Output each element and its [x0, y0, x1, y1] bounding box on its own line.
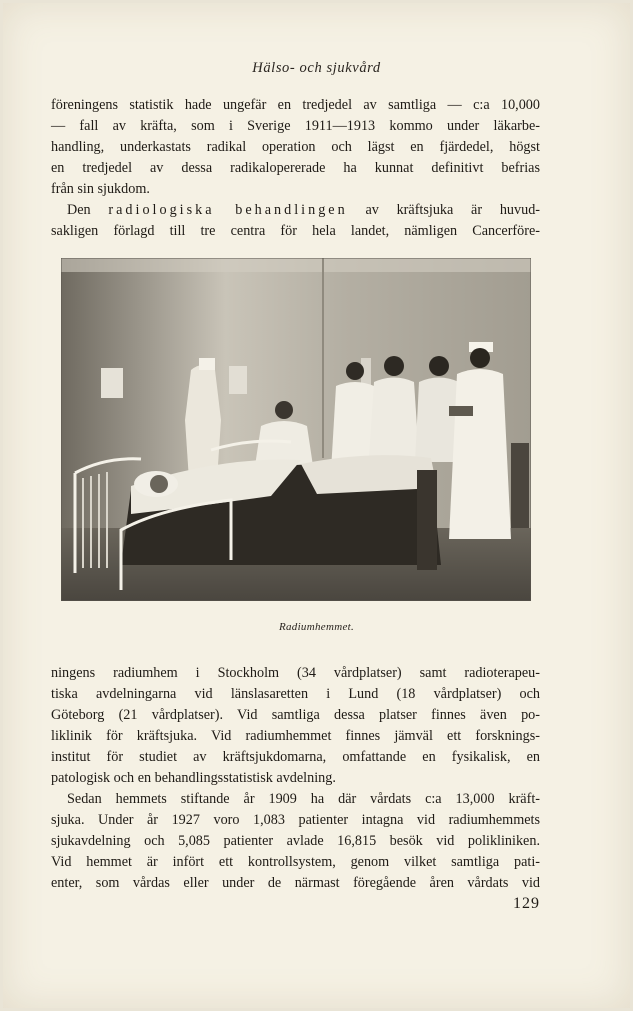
text-fragment: Den — [67, 202, 91, 218]
text-line: — fall av kräfta, som i Sverige 1911—1913 kommo under läkarbe- — [51, 118, 540, 134]
text-line: från sin sjukdom. — [51, 181, 150, 197]
running-head: Hälso- och sjukvård — [252, 60, 381, 76]
text-line-indented — [51, 200, 540, 221]
text-line: föreningens statistik hade ungefär en tredjedel av samtliga — c:a 10,000 — [51, 97, 540, 113]
page-number: 129 — [513, 895, 540, 912]
halftone-photograph — [61, 258, 531, 601]
text-line: sakligen förlagd till tre centra för hela landet, nämligen Cancerföre- — [51, 223, 540, 239]
text-line: handling, underkastats radikal operation och lägst en fjärdedel, högst — [51, 139, 540, 155]
text-line: enter, som vårdas eller under de närmast föregående åren vårdats vid — [51, 875, 540, 891]
text-block-bottom — [51, 663, 540, 894]
text-line-indented: Sedan hemmets stiftande år 1909 ha där vårdats c:a 13,000 kräft- — [67, 791, 540, 807]
text-line: sjukavdelning och 5,085 patienter avlade 16,815 besök vid polikliniken. — [51, 833, 540, 849]
hospital-ward-photo — [61, 258, 531, 601]
emphasized-term: radiologiska behandlingen — [108, 202, 348, 218]
text-line: patologisk och en behandlingsstatistisk avdelning. — [51, 770, 336, 786]
text-line: tiska avdelningarna vid länslasaretten i Lund (18 vårdplatser) och — [51, 686, 540, 702]
text-line: en tredjedel av dessa radikalopererade ha kunnat definitivt befrias — [51, 160, 540, 176]
text-line: Vid hemmet är infört ett kontrollsystem, genom vilket samtliga pati- — [51, 854, 540, 870]
text-block-top — [51, 95, 540, 242]
text-line: ningens radiumhem i Stockholm (34 vårdplatser) samt radioterapeu- — [51, 665, 540, 681]
text-line: liklinik för kräftsjuka. Vid radiumhemmet finnes jämväl ett forsknings- — [51, 728, 540, 744]
text-fragment: av kräftsjuka är huvud- — [365, 202, 541, 218]
text-line: sjuka. Under år 1927 voro 1,083 patienter intagna vid radiumhemmets — [51, 812, 540, 828]
text-line: Göteborg (21 vårdplatser). Vid samtliga dessa platser finnes även po- — [51, 707, 540, 723]
figure-caption: Radiumhemmet. — [278, 621, 355, 633]
text-line: institut för studiet av kräftsjukdomarna, omfattande en fysikalisk, en — [51, 749, 540, 765]
